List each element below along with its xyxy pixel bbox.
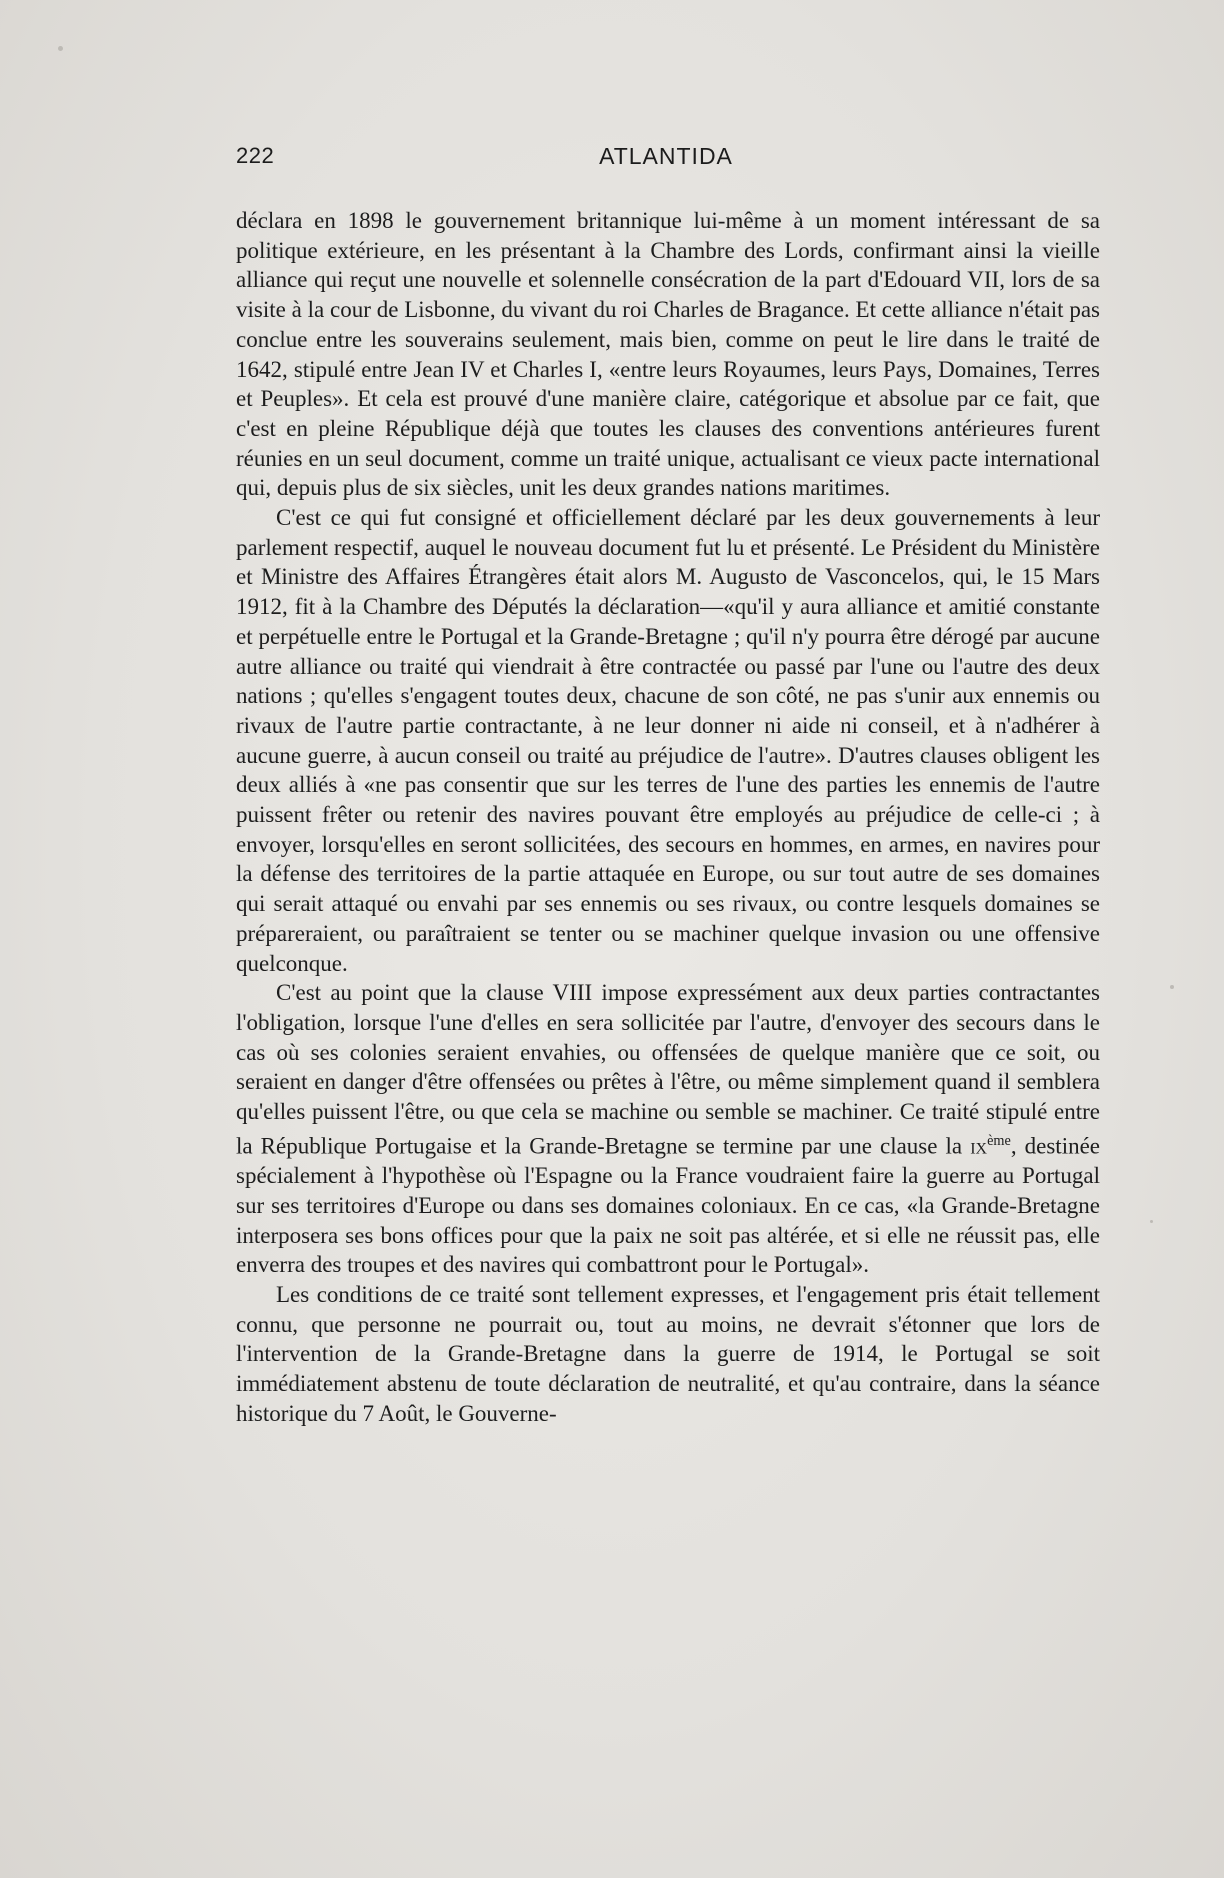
page-number: 222 xyxy=(236,143,275,168)
running-title: ATLANTIDA xyxy=(599,143,733,169)
paragraph xyxy=(236,1280,1100,1429)
paper-speck xyxy=(58,46,63,51)
text-run: , destinée spécialement à l'hypothèse où l'Espagne ou la France voudraient faire la guerre au Portugal sur ses territoires d'Europe ou dans ses domaines coloniaux. En ce cas, «la Grande-Bretagne interposera ses bons offices pour que la paix ne soit pas altérée, et si elle ne réussit pas, elle enverra des troupes et des navires qui combattront pour le Portugal». xyxy=(236,1133,1101,1278)
text-run: Les conditions de ce traité sont tellement expresses, et l'engagement pris était tellement connu, que personne ne pourrait ou, tout au moins, ne devrait s'étonner que lors de l'intervention de la Grande-Bretagne dans la guerre de 1914, le Portugal se soit immédiatement abstenu de toute déclaration de neutralité, et qu'au contraire, dans la séance historique du 7 Août, le Gouverne- xyxy=(236,1281,1100,1426)
text-run: C'est ce qui fut consigné et officiellement déclaré par les deux gouvernements à leur parlement respectif, auquel le nouveau document fut lu et présenté. Le Président du Ministère et Ministre des Affaires Étrangères était alors M. Augusto de Vasconcelos, qui, le 15 Mars 1912, fit à la Chambre des Députés la déclaration—«qu'il y aura alliance et amitié constante et perpétuelle entre le Portugal et la Grande-Bretagne ; qu'il n'y pourra être dérogé par aucune autre alliance ou traité qui viendrait à être contractée ou passé par l'une ou l'autre des deux nations ; qu'elles s'engagent toutes deux, chacune de son côté, ne pas s'unir aux ennemis ou rivaux de l'autre partie contractante, à ne leur donner ni aide ni conseil, et à n'adhérer à aucune guerre, à aucun conseil ou traité au préjudice de l'autre». D'autres clauses obligent les deux alliés à «ne pas consentir que sur les terres de l'une des parties les ennemis de l'autre puissent frêter ou retenir des navires pouvant être employés au préjudice de celle-ci ; à envoyer, lorsqu'elles en seront sollicitées, des secours en hommes, en armes, en navires pour la défense des territoires de la partie attaquée en Europe, ou sur tout autre de ses domaines qui serait attaqué ou envahi par ses ennemis ou ses rivaux, ou contre lesquels domaines se prépareraient, ou paraîtraient se tenter ou se machiner quelque invasion ou une offensive quelconque. xyxy=(236,505,1100,976)
paper-speck xyxy=(1150,1220,1153,1223)
text-run: C'est au point que la clause VIII impose expressément aux deux parties contractantes l'obligation, lorsque l'une d'elles en sera sollicitée par l'autre, d'envoyer des secours dans le cas où ses colonies seraient envahies, ou offensées de quelque manière que ce soit, ou seraient en danger d'être offensées ou prêtes à l'être, ou même simplement quand il semblera qu'elles puissent l'être, ou que cela se machine ou semble se machiner. Ce traité stipulé entre la République Portugaise et la Grande-Bretagne se termine par une clause la xyxy=(236,980,1100,1159)
paragraph xyxy=(236,503,1100,978)
paper-speck xyxy=(1170,985,1174,989)
text-run: déclara en 1898 le gouvernement britannique lui-même à un moment intéressant de sa politique extérieure, en les présentant à la Chambre des Lords, confirmant ainsi la vieille alliance qui reçut une nouvelle et solennelle consécration de la part d'Edouard VII, lors de sa visite à la cour de Lisbonne, du vivant du roi Charles de Bragance. Et cette alliance n'était pas conclue entre les souverains seulement, mais bien, comme on peut le lire dans le traité de 1642, stipulé entre Jean IV et Charles I, «entre leurs Royaumes, leurs Pays, Domaines, Terres et Peuples». Et cela est prouvé d'une manière claire, catégorique et absolue par ce fait, que c'est en pleine République déjà que toutes les clauses des conventions antérieures furent réunies en un seul document, comme un traité unique, actualisant ce vieux pacte international qui, depuis plus de six siècles, unit les deux grandes nations maritimes. xyxy=(236,208,1100,501)
paragraph xyxy=(236,206,1100,503)
paragraph xyxy=(236,978,1100,1280)
body-text xyxy=(236,206,1100,1428)
text-run: ème xyxy=(987,1132,1011,1149)
text-run: ix xyxy=(970,1133,988,1159)
page-header xyxy=(236,143,1096,177)
